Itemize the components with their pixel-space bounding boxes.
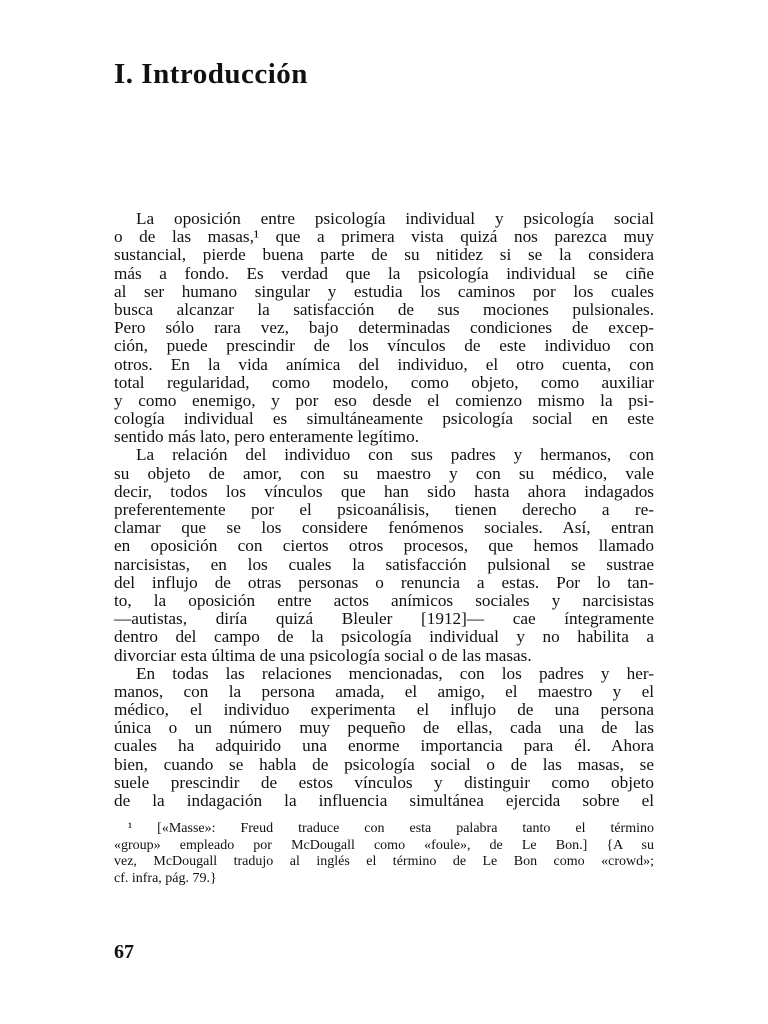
footnote <box>114 821 654 887</box>
footnote-line: vez, McDougall tradujo al inglés el término de Le Bon como «crowd»; <box>114 854 654 869</box>
text-line: total regularidad, como modelo, como objeto, como auxiliar <box>114 373 654 392</box>
text-line: y como enemigo, y por eso desde el comienzo mismo la psi- <box>114 391 654 410</box>
text-line: en oposición con ciertos otros procesos, que hemos llamado <box>114 537 654 556</box>
text-line: bien, cuando se habla de psicología social o de las masas, se <box>114 755 654 774</box>
text-line: otros. En la vida anímica del individuo, el otro cuenta, con <box>114 355 654 374</box>
text-line: o de las masas,¹ que a primera vista quizá nos parezca muy <box>114 228 654 247</box>
text-line: cuales ha adquirido una enorme importancia para él. Ahora <box>114 737 654 756</box>
text-line: ción, puede prescindir de los vínculos de este individuo con <box>114 337 654 356</box>
text-line: La relación del individuo con sus padres y hermanos, con <box>136 446 654 465</box>
text-line: sentido más lato, pero enteramente legítimo. <box>114 428 419 447</box>
page-number: 67 <box>114 941 134 963</box>
text-line: cología individual es simultáneamente psicología social en este <box>114 410 654 429</box>
text-line: sustancial, pierde buena parte de su nitidez si se la considera <box>114 246 654 265</box>
footnote-line: ¹ [«Masse»: Freud traduce con esta palabra tanto el término <box>128 821 654 836</box>
text-line: to, la oposición entre actos anímicos sociales y narcisistas <box>114 591 654 610</box>
text-line: médico, el individuo experimenta el influjo de una persona <box>114 701 654 720</box>
text-line: suele prescindir de estos vínculos y distinguir como objeto <box>114 773 654 792</box>
text-line: al ser humano singular y estudia los caminos por los cuales <box>114 282 654 301</box>
chapter-title: I. Introducción <box>114 58 308 90</box>
text-line: divorciar esta última de una psicología social o de las masas. <box>114 646 532 665</box>
text-line: manos, con la persona amada, el amigo, el maestro y el <box>114 682 654 701</box>
body-text <box>114 210 654 810</box>
footnote-line: «group» empleado por McDougall como «foule», de Le Bon.] {A su <box>114 837 654 853</box>
text-line: su objeto de amor, con su maestro y con su médico, vale <box>114 464 654 483</box>
text-line: dentro del campo de la psicología individual y no habilita a <box>114 628 654 647</box>
text-line: busca alcanzar la satisfacción de sus mociones pulsionales. <box>114 300 654 319</box>
text-line: decir, todos los vínculos que han sido hasta ahora indagados <box>114 482 654 501</box>
text-line: de la indagación la influencia simultánea ejercida sobre el <box>114 792 654 810</box>
text-line: —autistas, diría quizá Bleuler [1912]— cae íntegramente <box>114 610 654 629</box>
text-line: única o un número muy pequeño de ellas, cada una de las <box>114 719 654 738</box>
text-line: narcisistas, en los cuales la satisfacción pulsional se sustrae <box>114 555 654 574</box>
text-line: En todas las relaciones mencionadas, con los padres y her- <box>136 664 654 683</box>
footnote-line: cf. infra, pág. 79.} <box>114 870 217 886</box>
text-line: del influjo de otras personas o renuncia a estas. Por lo tan- <box>114 573 654 592</box>
text-line: más a fondo. Es verdad que la psicología individual se ciñe <box>114 264 654 283</box>
text-line: preferentemente por el psicoanálisis, tienen derecho a re- <box>114 501 654 519</box>
text-line: La oposición entre psicología individual y psicología social <box>136 210 654 228</box>
text-line: clamar que se los considere fenómenos sociales. Así, entran <box>114 519 654 538</box>
text-line: Pero sólo rara vez, bajo determinadas condiciones de excep- <box>114 319 654 338</box>
